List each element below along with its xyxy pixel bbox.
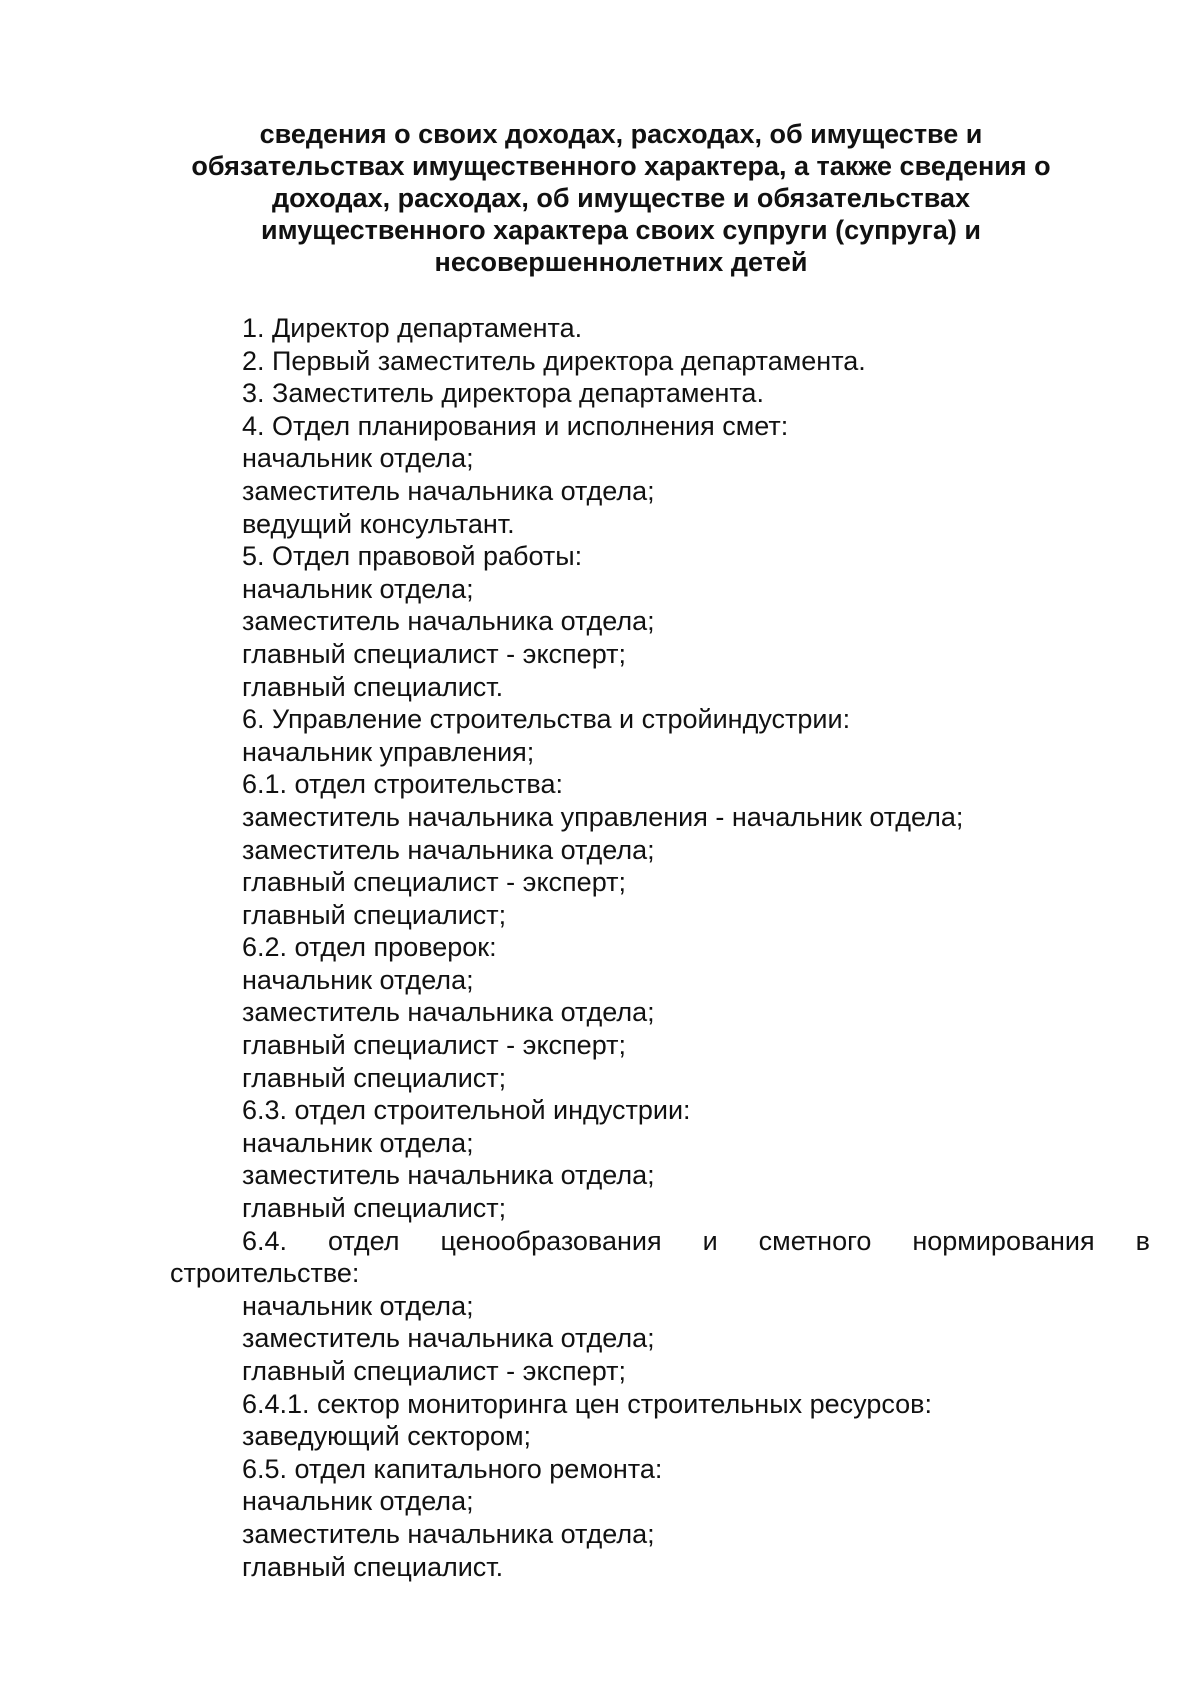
- title-line: доходах, расходах, об имуществе и обязательствах: [271, 183, 971, 213]
- list-item: главный специалист;: [242, 1062, 507, 1093]
- list-item: начальник отдела;: [242, 964, 474, 995]
- list-item: 6.4.1. сектор мониторинга цен строительных ресурсов:: [242, 1388, 933, 1419]
- list-item: 6.3. отдел строительной индустрии:: [242, 1095, 691, 1126]
- word: отдел: [328, 1225, 400, 1256]
- list-item-continuation: строительстве:: [170, 1258, 360, 1289]
- list-item: главный специалист - эксперт;: [242, 867, 626, 898]
- word: в: [1135, 1225, 1150, 1256]
- list-item: 6.5. отдел капитального ремонта:: [242, 1453, 663, 1484]
- list-item: главный специалист - эксперт;: [242, 1356, 626, 1386]
- list-item: ведущий консультант.: [242, 508, 515, 539]
- list-item: заместитель начальника отдела;: [242, 1518, 655, 1549]
- list-item: начальник отдела;: [242, 573, 474, 604]
- document-title: [176, 118, 1066, 278]
- list-item: заведующий сектором;: [242, 1421, 532, 1452]
- list-item: начальник отдела;: [242, 1486, 474, 1517]
- justified-list-item: [0, 1225, 1150, 1258]
- list-item: заместитель начальника управления - начальник отдела;: [242, 801, 964, 832]
- list-item: начальник отдела;: [242, 1127, 474, 1158]
- list-item: 6.2. отдел проверок:: [242, 932, 497, 963]
- list-item: заместитель начальника отдела;: [242, 1323, 655, 1354]
- word: ценообразования: [440, 1225, 662, 1256]
- list-item: 5. Отдел правовой работы:: [242, 541, 583, 572]
- list-item: 1. Директор департамента.: [242, 313, 583, 343]
- word: 6.4.: [242, 1225, 288, 1256]
- list-item: главный специалист - эксперт;: [242, 638, 626, 669]
- list-item: главный специалист.: [242, 671, 504, 702]
- positions-list: [0, 312, 1200, 1583]
- title-line: обязательствах имущественного характера, а также сведения о: [191, 151, 1051, 181]
- list-item: главный специалист.: [242, 1551, 504, 1582]
- list-item: заместитель начальника отдела;: [242, 475, 655, 506]
- word: нормирования: [912, 1225, 1095, 1256]
- list-item: заместитель начальника отдела;: [242, 1160, 655, 1191]
- list-item: заместитель начальника отдела;: [242, 834, 655, 865]
- list-item: заместитель начальника отдела;: [242, 997, 655, 1028]
- list-item: начальник отдела;: [242, 1290, 474, 1321]
- word: и: [702, 1225, 718, 1256]
- list-item: главный специалист;: [242, 899, 507, 930]
- list-item: главный специалист;: [242, 1193, 507, 1224]
- list-item: 4. Отдел планирования и исполнения смет:: [242, 410, 789, 441]
- list-item: начальник отдела;: [242, 443, 474, 474]
- list-item: главный специалист - эксперт;: [242, 1030, 626, 1061]
- list-item: заместитель начальника отдела;: [242, 606, 655, 637]
- list-item: 6. Управление строительства и стройиндустрии:: [242, 704, 851, 735]
- list-item: начальник управления;: [242, 736, 535, 767]
- title-line: сведения о своих доходах, расходах, об имуществе и: [259, 119, 983, 149]
- list-item: 2. Первый заместитель директора департамента.: [242, 345, 866, 376]
- list-item: 6.1. отдел строительства:: [242, 769, 563, 800]
- list-item: 3. Заместитель директора департамента.: [242, 378, 764, 409]
- title-line: имущественного характера своих супруги (супруга) и: [260, 215, 981, 245]
- title-line: несовершеннолетних детей: [434, 247, 808, 277]
- word: сметного: [758, 1225, 872, 1256]
